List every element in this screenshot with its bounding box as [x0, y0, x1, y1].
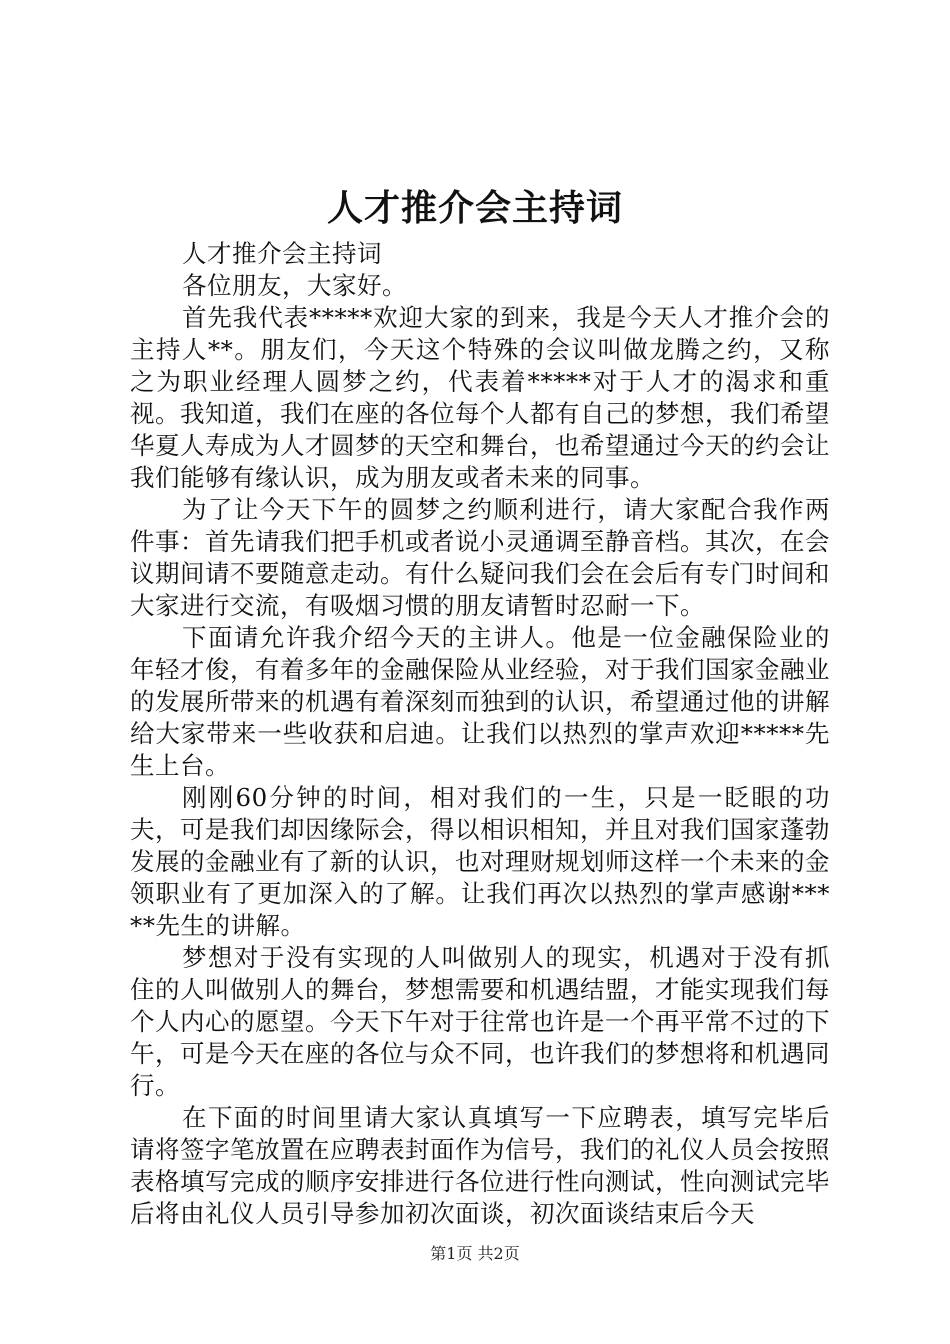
- page-footer: 第1页 共2页: [430, 1244, 520, 1263]
- document-title: 人才推介会主持词: [326, 187, 623, 229]
- paragraph-opening: 首先我代表*****欢迎大家的到来，我是今天人才推介会的主持人**。朋友们，今天这个特殊的会议叫做龙腾之约，又称之为职业经理人圆梦之约，代表着*****对于人才的渴求和重视。我知道，我们在座的各位每个人都有自己的梦想，我们希望华夏人寿成为人才圆梦的天空和舞台，也希望通过今天的约会让我们能够有缘认识，成为朋友或者未来的同事。: [130, 303, 830, 492]
- paragraph-thanks: 刚刚60分钟的时间，相对我们的一生，只是一眨眼的功夫，可是我们却因缘际会，得以相识相知，并且对我们国家蓬勃发展的金融业有了新的认识，也对理财规划师这样一个未来的金领职业有了更加深入的了解。让我们再次以热烈的掌声感谢*****先生的讲解。: [130, 783, 830, 940]
- paragraph-speaker-intro: 下面请允许我介绍今天的主讲人。他是一位金融保险业的年轻才俊，有着多年的金融保险从业经验，对于我们国家金融业的发展所带来的机遇有着深刻而独到的认识，希望通过他的讲解给大家带来一些收获和启迪。让我们以热烈的掌声欢迎*****先生上台。: [130, 623, 830, 780]
- paragraph-heading-repeat: 人才推介会主持词: [182, 239, 382, 268]
- paragraph-dream: 梦想对于没有实现的人叫做别人的现实，机遇对于没有抓住的人叫做别人的舞台，梦想需要和机遇结盟，才能实现我们每个人内心的愿望。今天下午对于往常也许是一个再平常不过的下午，可是今天在座的各位与众不同，也许我们的梦想将和机遇同行。: [130, 943, 830, 1100]
- paragraph-application: 在下面的时间里请大家认真填写一下应聘表，填写完毕后请将签字笔放置在应聘表封面作为信号，我们的礼仪人员会按照表格填写完成的顺序安排进行各位进行性向测试，性向测试完毕后将由礼仪人员引导参加初次面谈，初次面谈结束后今天: [130, 1103, 830, 1228]
- paragraph-greeting: 各位朋友，大家好。: [182, 271, 407, 300]
- paragraph-rules: 为了让今天下午的圆梦之约顺利进行，请大家配合我作两件事：首先请我们把手机或者说小灵通调至静音档。其次，在会议期间请不要随意走动。有什么疑问我们会在会后有专门时间和大家进行交流，有吸烟习惯的朋友请暂时忍耐一下。: [130, 495, 830, 620]
- document-body: [130, 238, 830, 1230]
